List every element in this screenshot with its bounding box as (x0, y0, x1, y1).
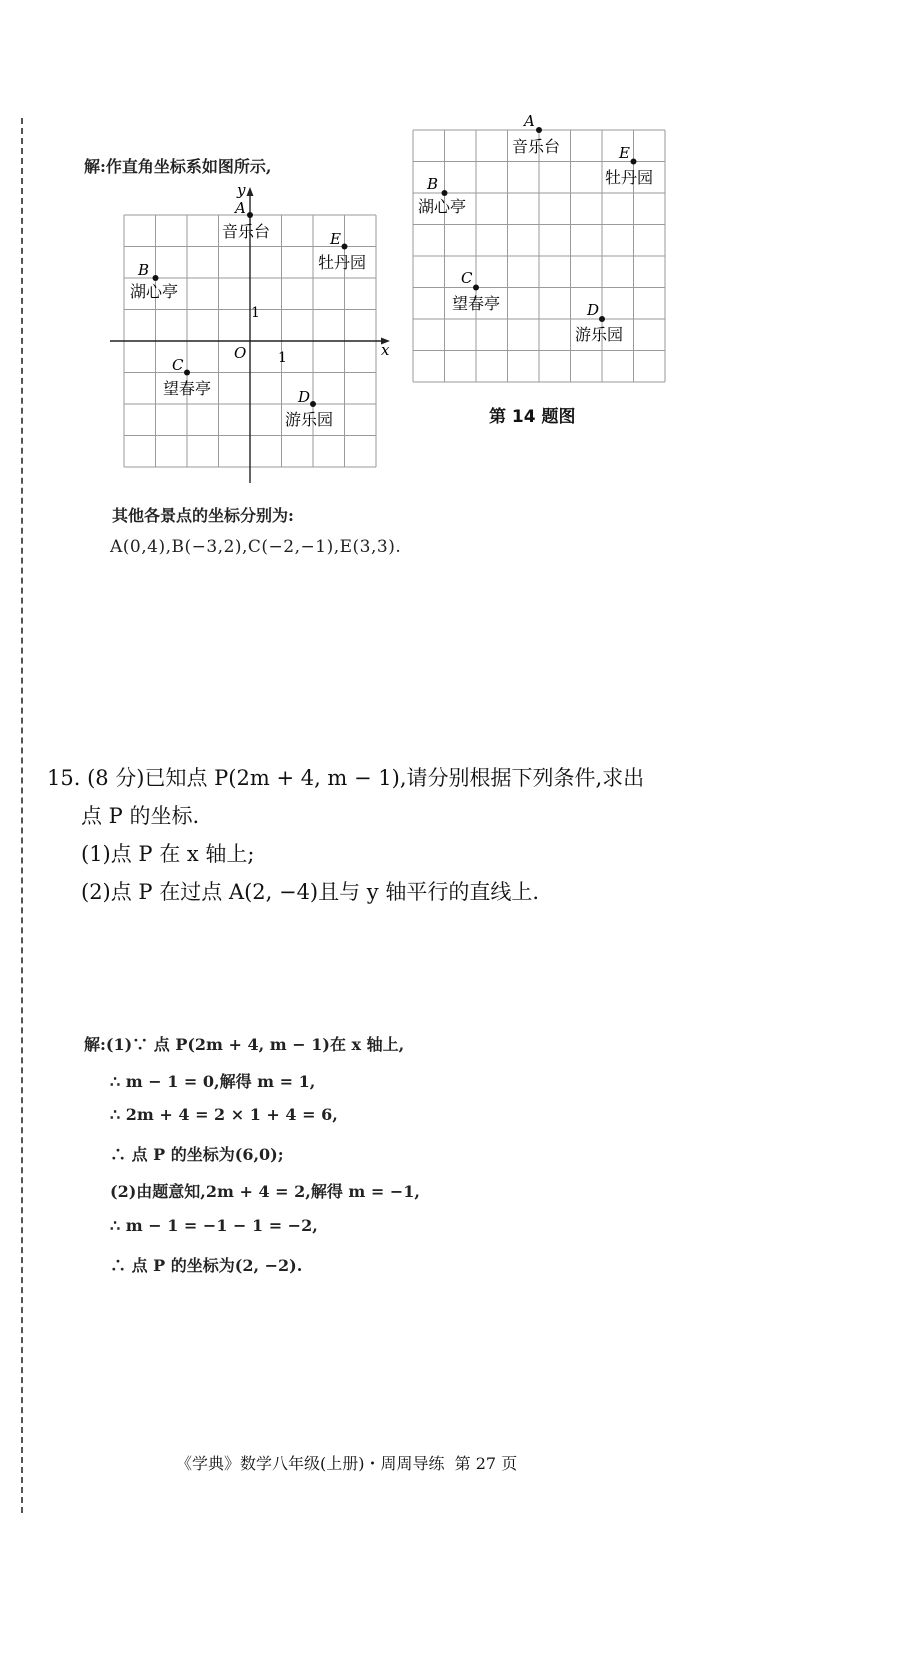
svg-text:牡丹园: 牡丹园 (318, 253, 367, 272)
svg-text:B: B (427, 175, 439, 193)
x-axis-label: x (381, 341, 390, 359)
y-unit-label: 1 (251, 305, 260, 321)
svg-text:E: E (619, 144, 630, 162)
svg-text:D: D (587, 301, 600, 319)
svg-text:游乐园: 游乐园 (575, 325, 624, 344)
solution-point-e (318, 230, 366, 272)
q15-solution-line3: ∴ 2m + 4 = 2 × 1 + 4 = 6, (110, 1105, 338, 1124)
figure-caption: 第 14 题图 (489, 407, 576, 427)
problem-grid-figure (405, 110, 675, 390)
q15-solution-line1: 解:(1)∵ 点 P(2m + 4, m − 1)在 x 轴上, (84, 1035, 405, 1054)
q15-solution-line5: (2)由题意知,2m + 4 = 2,解得 m = −1, (110, 1182, 420, 1201)
svg-text:B: B (138, 261, 150, 279)
svg-text:音乐台: 音乐台 (222, 222, 271, 241)
q15-part1: (1)点 P 在 x 轴上; (81, 842, 255, 866)
q15-part2: (2)点 P 在过点 A(2, −4)且与 y 轴平行的直线上. (81, 880, 540, 904)
svg-text:A: A (524, 112, 535, 130)
svg-text:音乐台: 音乐台 (512, 137, 561, 156)
svg-text:湖心亭: 湖心亭 (418, 197, 467, 216)
q15-statement-line2: 点 P 的坐标. (81, 804, 200, 828)
problem-point-d (575, 301, 623, 344)
svg-text:A: A (235, 199, 246, 217)
svg-text:C: C (172, 356, 184, 374)
q15-solution-line6: ∴ m − 1 = −1 − 1 = −2, (110, 1216, 318, 1235)
q15-statement-line1: 15. (8 分)已知点 P(2m + 4, m − 1),请分别根据下列条件,求出 (47, 766, 645, 790)
solution-point-b (130, 261, 178, 301)
solution-coordinate-figure (100, 178, 400, 488)
svg-text:C: C (461, 269, 473, 287)
x-unit-label: 1 (278, 350, 287, 366)
q15-solution-line7: ∴ 点 P 的坐标为(2, −2). (110, 1256, 303, 1275)
binding-margin-line (21, 118, 23, 1513)
svg-text:牡丹园: 牡丹园 (605, 168, 654, 187)
svg-text:E: E (330, 230, 341, 248)
q14-coords-answer: A(0,4),B(−3,2),C(−2,−1),E(3,3). (110, 537, 402, 557)
svg-text:望春亭: 望春亭 (452, 294, 501, 313)
page-footer: 《学典》数学八年级(上册)・周周导练 第 27 页 (176, 1454, 518, 1473)
svg-text:湖心亭: 湖心亭 (130, 282, 179, 301)
solution-point-d (285, 388, 333, 429)
svg-text:游乐园: 游乐园 (285, 410, 334, 429)
q15-solution-line4: ∴ 点 P 的坐标为(6,0); (110, 1145, 284, 1164)
q14-solution-intro: 解:作直角坐标系如图所示, (84, 157, 272, 176)
problem-point-a (512, 112, 560, 156)
solution-point-a (222, 199, 270, 241)
y-axis-label: y (237, 181, 246, 199)
q15-solution-line2: ∴ m − 1 = 0,解得 m = 1, (110, 1072, 316, 1091)
origin-label: O (234, 344, 247, 362)
q14-others-intro: 其他各景点的坐标分别为: (112, 506, 294, 525)
problem-point-e (605, 144, 653, 187)
svg-text:D: D (298, 388, 311, 406)
problem-point-b (418, 175, 466, 216)
svg-text:望春亭: 望春亭 (163, 379, 212, 398)
